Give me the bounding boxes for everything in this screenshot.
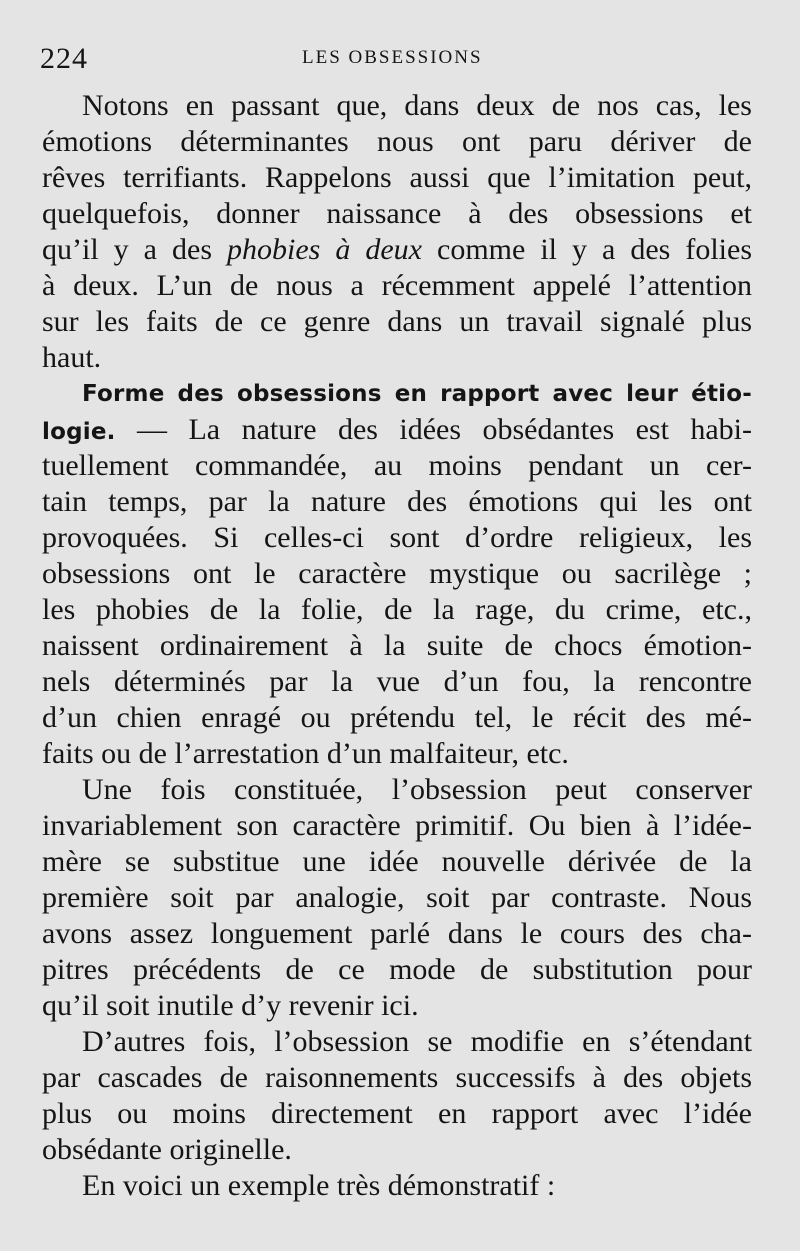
text-line: haut. [42, 341, 102, 374]
text-line: les phobies de la folie, de la rage, du crime, etc., [42, 593, 752, 626]
page-number: 224 [40, 42, 88, 75]
text-segment: — La nature des idées obsédantes est habi- [115, 413, 752, 446]
text-line: nels déterminés par la vue d’un fou, la rencontre [42, 665, 752, 698]
running-title: LES OBSESSIONS [302, 47, 483, 68]
text-line: première soit par analogie, soit par contraste. Nous [42, 881, 752, 914]
text-line: Une fois constituée, l’obsession peut conserver [82, 773, 752, 806]
text-segment: comme il y a des folies [422, 233, 752, 266]
text-line: tain temps, par la nature des émotions qui les ont [42, 485, 752, 518]
text-line: sur les faits de ce genre dans un travail signalé plus [42, 305, 752, 338]
text-line: à deux. L’un de nous a récemment appelé l’attention [42, 269, 752, 302]
page-header [40, 42, 760, 75]
text-line: pitres précédents de ce mode de substitution pour [42, 953, 752, 986]
italic-phrase: phobies à deux [227, 233, 422, 266]
text-line: d’un chien enragé ou prétendu tel, le récit des mé- [42, 701, 752, 734]
text-line: rêves terrifiants. Rappelons aussi que l’imitation peut, [42, 161, 752, 194]
text-line: obsessions ont le caractère mystique ou sacrilège ; [42, 557, 752, 590]
text-line: faits ou de l’arrestation d’un malfaiteur, etc. [42, 737, 569, 770]
text-line: émotions déterminantes nous ont paru dériver de [42, 125, 752, 158]
section-heading: Forme des obsessions en rapport avec leur étio- [82, 381, 752, 407]
text-line: obsédante originelle. [42, 1133, 292, 1166]
text-line [42, 412, 752, 448]
text-line: naissent ordinairement à la suite de chocs émotion- [42, 629, 752, 662]
text-line: quelquefois, donner naissance à des obsessions et [42, 197, 752, 230]
section-heading-end: logie. [42, 419, 116, 445]
text-line: mère se substitue une idée nouvelle dérivée de la [42, 845, 752, 878]
text-line: invariablement son caractère primitif. Ou bien à l’idée- [42, 809, 752, 842]
text-line: En voici un exemple très démonstratif : [82, 1169, 556, 1202]
text-line: qu’il soit inutile d’y revenir ici. [42, 989, 419, 1022]
text-line: Notons en passant que, dans deux de nos cas, les [82, 89, 752, 122]
text-line: avons assez longuement parlé dans le cours des cha- [42, 917, 752, 950]
text-line [42, 232, 752, 268]
body-text [42, 88, 752, 1204]
text-line: provoquées. Si celles-ci sont d’ordre religieux, les [42, 521, 752, 554]
text-line: plus ou moins directement en rapport avec l’idée [42, 1097, 752, 1130]
text-line: D’autres fois, l’obsession se modifie en s’étendant [82, 1025, 752, 1058]
text-line: par cascades de raisonnements successifs à des objets [42, 1061, 752, 1094]
text-line: tuellement commandée, au moins pendant un cer- [42, 449, 752, 482]
text-segment: qu’il y a des [42, 233, 228, 266]
